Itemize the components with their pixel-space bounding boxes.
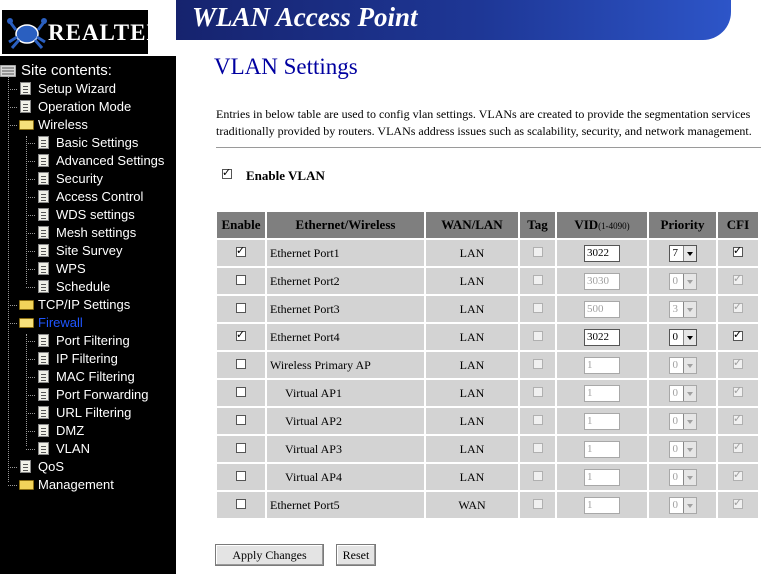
tag-checkbox[interactable]	[533, 499, 543, 509]
tree-connector	[26, 431, 35, 432]
sidebar-item-label: Access Control	[56, 189, 144, 204]
vid-cell	[557, 492, 647, 518]
cfi-cell	[718, 464, 758, 490]
tree-connector	[8, 305, 17, 306]
priority-cell	[649, 464, 716, 490]
document-icon	[38, 406, 49, 419]
tree-connector	[26, 413, 35, 414]
folder-icon	[19, 300, 34, 310]
cfi-cell	[718, 240, 758, 266]
sidebar-item-label: WPS	[56, 261, 86, 276]
cfi-cell	[718, 408, 758, 434]
tree-connector	[8, 485, 17, 486]
tree-connector	[26, 143, 35, 144]
row-enable-checkbox[interactable]	[236, 303, 246, 313]
document-icon	[38, 226, 49, 239]
folder-icon	[19, 480, 34, 490]
vid-cell	[557, 380, 647, 406]
row-enable-checkbox[interactable]	[236, 415, 246, 425]
priority-select[interactable]	[669, 441, 697, 458]
table-row	[217, 324, 758, 350]
table-header-row	[217, 212, 758, 238]
tree-connector	[26, 269, 35, 270]
priority-select[interactable]	[669, 413, 697, 430]
cfi-cell	[718, 436, 758, 462]
cfi-checkbox[interactable]	[733, 415, 743, 425]
tree-connector	[26, 179, 35, 180]
enable-vlan-checkbox[interactable]	[222, 169, 232, 179]
interface-name: Ethernet Port1	[267, 240, 424, 266]
enable-cell	[217, 240, 265, 266]
priority-select[interactable]	[669, 497, 697, 514]
vid-cell	[557, 436, 647, 462]
tag-cell	[520, 324, 555, 350]
col-header-vid	[557, 212, 647, 238]
tree-root-icon	[0, 65, 16, 77]
tree-connector	[26, 161, 35, 162]
cfi-checkbox[interactable]	[733, 387, 743, 397]
tag-checkbox[interactable]	[533, 415, 543, 425]
cfi-checkbox[interactable]	[733, 331, 743, 341]
priority-select[interactable]	[669, 357, 697, 374]
priority-select[interactable]	[669, 301, 697, 318]
priority-value: 0	[672, 498, 678, 511]
wan-lan-value: LAN	[426, 296, 518, 322]
chevron-down-icon	[683, 302, 696, 317]
vid-cell	[557, 324, 647, 350]
tree-connector	[26, 287, 35, 288]
document-icon	[38, 280, 49, 293]
page-title: VLAN Settings	[214, 54, 358, 79]
enable-cell	[217, 324, 265, 350]
col-header-priority: Priority	[649, 212, 716, 238]
priority-value: 0	[672, 442, 678, 455]
wan-lan-value: LAN	[426, 436, 518, 462]
enable-cell	[217, 380, 265, 406]
chevron-down-icon	[683, 470, 696, 485]
vid-input[interactable]: 1	[584, 497, 620, 514]
tree-connector	[8, 467, 17, 468]
enable-cell	[217, 408, 265, 434]
wan-lan-value: LAN	[426, 464, 518, 490]
cfi-checkbox[interactable]	[733, 499, 743, 509]
table-row	[217, 380, 758, 406]
priority-cell	[649, 240, 716, 266]
col-header-tag: Tag	[520, 212, 555, 238]
cfi-checkbox[interactable]	[733, 471, 743, 481]
tree-connector	[26, 377, 35, 378]
row-enable-checkbox[interactable]	[236, 443, 246, 453]
vid-range: (1-4090)	[598, 221, 630, 231]
tag-checkbox[interactable]	[533, 443, 543, 453]
chevron-down-icon	[683, 274, 696, 289]
interface-name: Virtual AP1	[267, 380, 424, 406]
sidebar-item-label: Advanced Settings	[56, 153, 165, 168]
enable-cell	[217, 436, 265, 462]
priority-cell	[649, 296, 716, 322]
chevron-down-icon	[683, 246, 696, 261]
priority-select[interactable]	[669, 273, 697, 290]
sidebar-item-label: MAC Filtering	[56, 369, 135, 384]
document-icon	[20, 100, 31, 113]
priority-value: 0	[672, 386, 678, 399]
folder-open-icon	[19, 318, 34, 328]
document-icon	[38, 244, 49, 257]
row-enable-checkbox[interactable]	[236, 247, 246, 257]
tree-connector	[26, 395, 35, 396]
header-banner	[176, 0, 731, 40]
tag-cell	[520, 268, 555, 294]
vid-label: VID	[574, 217, 599, 232]
cfi-cell	[718, 324, 758, 350]
sidebar-item-label: QoS	[38, 459, 65, 474]
interface-name: Ethernet Port2	[267, 268, 424, 294]
tree-connector	[8, 74, 9, 482]
col-header-cfi: CFI	[718, 212, 758, 238]
priority-value: 0	[672, 358, 678, 371]
enable-cell	[217, 352, 265, 378]
wan-lan-value: LAN	[426, 352, 518, 378]
vid-cell	[557, 268, 647, 294]
tree-connector	[26, 136, 27, 284]
table-row	[217, 464, 758, 490]
sidebar-item-label: IP Filtering	[56, 351, 118, 366]
enable-cell	[217, 268, 265, 294]
tag-checkbox[interactable]	[533, 303, 543, 313]
tree-connector	[26, 233, 35, 234]
document-icon	[38, 154, 49, 167]
interface-name: Ethernet Port4	[267, 324, 424, 350]
interface-name: Ethernet Port3	[267, 296, 424, 322]
cfi-cell	[718, 352, 758, 378]
sidebar-item-label: Port Forwarding	[56, 387, 149, 402]
realtek-logo	[2, 10, 166, 54]
vlan-table-body	[217, 240, 758, 518]
col-header-wan-lan: WAN/LAN	[426, 212, 518, 238]
tag-cell	[520, 296, 555, 322]
enable-cell	[217, 492, 265, 518]
cfi-cell	[718, 268, 758, 294]
cfi-cell	[718, 380, 758, 406]
tree-connector	[8, 125, 17, 126]
enable-cell	[217, 464, 265, 490]
priority-cell	[649, 492, 716, 518]
tree-connector	[26, 449, 35, 450]
vid-input[interactable]: 1	[584, 385, 620, 402]
chevron-down-icon	[683, 358, 696, 373]
table-row	[217, 436, 758, 462]
sidebar-item-label: Mesh settings	[56, 225, 137, 240]
vid-input[interactable]: 1	[584, 357, 620, 374]
interface-name: Ethernet Port5	[267, 492, 424, 518]
sidebar-item-label: Operation Mode	[38, 99, 132, 114]
divider	[216, 147, 761, 148]
vid-input[interactable]: 1	[584, 413, 620, 430]
vid-input[interactable]: 1	[584, 469, 620, 486]
priority-cell	[649, 380, 716, 406]
tree-connector	[8, 107, 17, 108]
tree-connector	[26, 341, 35, 342]
vid-cell	[557, 352, 647, 378]
row-enable-checkbox[interactable]	[236, 387, 246, 397]
tag-cell	[520, 436, 555, 462]
table-row	[217, 408, 758, 434]
tag-cell	[520, 240, 555, 266]
sidebar-item-label: Port Filtering	[56, 333, 130, 348]
sidebar-item-label: Security	[56, 171, 103, 186]
page-description: Entries in below table are used to config vlan settings. VLANs are created to provide the segmentation services traditionally provided by routers. VLANs address issues such as scalability, security, and network management.	[216, 107, 752, 138]
chevron-down-icon	[683, 414, 696, 429]
row-enable-checkbox[interactable]	[236, 331, 246, 341]
priority-value: 0	[672, 274, 678, 287]
tag-checkbox[interactable]	[533, 359, 543, 369]
table-row	[217, 268, 758, 294]
chevron-down-icon	[683, 498, 696, 513]
tree-connector	[8, 89, 17, 90]
tree-connector	[8, 323, 17, 324]
interface-name: Virtual AP3	[267, 436, 424, 462]
document-icon	[38, 136, 49, 149]
vid-input[interactable]: 3022	[584, 329, 620, 346]
tag-checkbox[interactable]	[533, 331, 543, 341]
enable-vlan-label: Enable VLAN	[246, 168, 325, 183]
tree-connector	[26, 215, 35, 216]
priority-cell	[649, 268, 716, 294]
wan-lan-value: LAN	[426, 324, 518, 350]
vid-input[interactable]: 500	[584, 301, 620, 318]
tree-connector	[26, 197, 35, 198]
logo-area	[0, 0, 176, 56]
priority-cell	[649, 408, 716, 434]
wan-lan-value: WAN	[426, 492, 518, 518]
table-row	[217, 296, 758, 322]
document-icon	[20, 82, 31, 95]
wan-lan-value: LAN	[426, 408, 518, 434]
enable-cell	[217, 296, 265, 322]
document-icon	[38, 208, 49, 221]
cfi-cell	[718, 296, 758, 322]
sidebar-item-label: Wireless	[38, 117, 88, 132]
row-enable-checkbox[interactable]	[236, 275, 246, 285]
cfi-checkbox[interactable]	[733, 275, 743, 285]
tag-cell	[520, 352, 555, 378]
tag-checkbox[interactable]	[533, 471, 543, 481]
chevron-down-icon	[683, 330, 696, 345]
reset-button[interactable]: Reset	[336, 544, 376, 566]
cfi-checkbox[interactable]	[733, 303, 743, 313]
sidebar-item-label: VLAN	[56, 441, 90, 456]
apply-changes-button[interactable]: Apply Changes	[215, 544, 324, 566]
priority-select[interactable]	[669, 469, 697, 486]
sidebar-item-label: Site Survey	[56, 243, 123, 258]
interface-name: Virtual AP2	[267, 408, 424, 434]
priority-value: 0	[672, 470, 678, 483]
tag-cell	[520, 492, 555, 518]
crab-logo-icon	[6, 16, 48, 50]
vid-cell	[557, 240, 647, 266]
vid-input[interactable]: 1	[584, 441, 620, 458]
document-icon	[38, 424, 49, 437]
document-icon	[38, 190, 49, 203]
vlan-table	[215, 210, 760, 520]
cfi-checkbox[interactable]	[733, 443, 743, 453]
priority-cell	[649, 352, 716, 378]
table-row	[217, 492, 758, 518]
cfi-checkbox[interactable]	[733, 247, 743, 257]
wan-lan-value: LAN	[426, 380, 518, 406]
priority-select[interactable]	[669, 385, 697, 402]
priority-cell	[649, 436, 716, 462]
document-icon	[38, 352, 49, 365]
priority-value: 0	[672, 414, 678, 427]
tag-checkbox[interactable]	[533, 387, 543, 397]
tree-connector	[26, 334, 27, 446]
sidebar-item-label: Basic Settings	[56, 135, 139, 150]
vid-cell	[557, 464, 647, 490]
priority-select[interactable]	[669, 245, 697, 262]
document-icon	[38, 262, 49, 275]
document-icon	[38, 388, 49, 401]
tag-cell	[520, 380, 555, 406]
table-row	[217, 352, 758, 378]
tag-cell	[520, 464, 555, 490]
folder-open-icon	[19, 120, 34, 130]
row-enable-checkbox[interactable]	[236, 499, 246, 509]
sidebar-item-label: WDS settings	[56, 207, 135, 222]
sidebar-item-label: Firewall	[38, 315, 83, 330]
vid-input[interactable]: 3030	[584, 273, 620, 290]
table-row	[217, 240, 758, 266]
vid-cell	[557, 408, 647, 434]
sidebar-item-label: TCP/IP Settings	[38, 297, 131, 312]
priority-select[interactable]	[669, 329, 697, 346]
document-icon	[38, 370, 49, 383]
document-icon	[38, 442, 49, 455]
row-enable-checkbox[interactable]	[236, 471, 246, 481]
brand-name: REALTEK	[48, 20, 166, 45]
col-header-enable: Enable	[217, 212, 265, 238]
sidebar-item-label: Setup Wizard	[38, 81, 117, 96]
document-icon	[20, 460, 31, 473]
vid-input[interactable]: 3022	[584, 245, 620, 262]
app-title: WLAN Access Point	[192, 2, 418, 32]
sidebar-item-label: URL Filtering	[56, 405, 132, 420]
wan-lan-value: LAN	[426, 268, 518, 294]
sidebar-item-label: Management	[38, 477, 114, 492]
tag-cell	[520, 408, 555, 434]
sidebar-item-label: DMZ	[56, 423, 85, 438]
col-header-ethernet-wireless: Ethernet/Wireless	[267, 212, 424, 238]
priority-value: 0	[672, 330, 678, 343]
wan-lan-value: LAN	[426, 240, 518, 266]
tag-checkbox[interactable]	[533, 275, 543, 285]
chevron-down-icon	[683, 386, 696, 401]
row-enable-checkbox[interactable]	[236, 359, 246, 369]
chevron-down-icon	[683, 442, 696, 457]
document-icon	[38, 334, 49, 347]
interface-name: Virtual AP4	[267, 464, 424, 490]
sidebar: Site contents: Setup Wizard Operation Mode Wireless Basic Settings Advanced Settings Security Access Control WDS settings Mesh settings Site Survey WPS Schedule TCP/IP Settings Firewall Port Filtering IP Filtering MAC Filtering Port Forwarding URL Filtering DMZ VLAN QoS Management	[0, 56, 176, 574]
vid-cell	[557, 296, 647, 322]
priority-cell	[649, 324, 716, 350]
tree-connector	[26, 251, 35, 252]
tree-connector	[26, 359, 35, 360]
priority-value: 7	[672, 246, 678, 259]
cfi-checkbox[interactable]	[733, 359, 743, 369]
tag-checkbox[interactable]	[533, 247, 543, 257]
priority-value: 3	[672, 302, 678, 315]
sidebar-item-label: Schedule	[56, 279, 111, 294]
cfi-cell	[718, 492, 758, 518]
document-icon	[38, 172, 49, 185]
interface-name: Wireless Primary AP	[267, 352, 424, 378]
